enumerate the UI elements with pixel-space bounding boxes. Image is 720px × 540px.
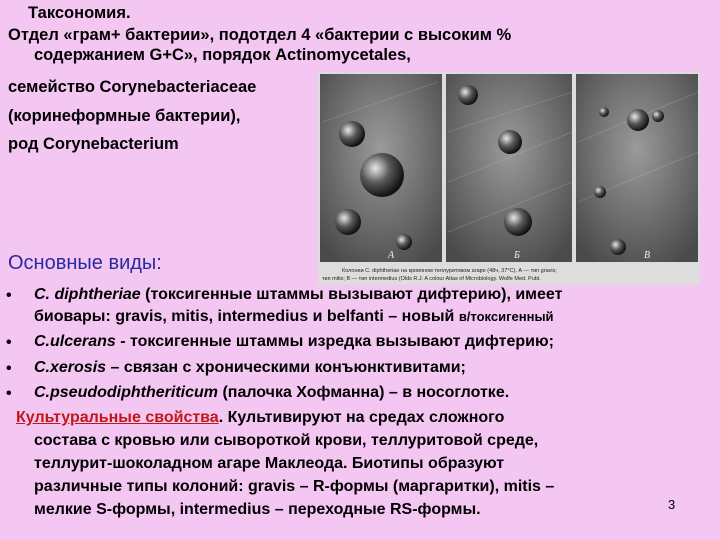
panel-label-c: В	[644, 250, 651, 261]
bullet: •	[6, 385, 12, 402]
cultural-heading: Культуральные свойства	[16, 409, 219, 426]
colony	[504, 208, 532, 236]
species-desc-small: в/токсигенный	[458, 309, 554, 324]
colony	[594, 186, 606, 198]
photo-caption-2: тип mitis; В — тип intermedius (Olds R.J. A colour Atlas of Microbiology. Wolfe Med. Publ.	[322, 276, 541, 282]
taxonomy-line-3: семейство Corynebacteriaceae	[8, 78, 257, 96]
species-desc-cont: биовары: gravis, mitis, intermedius и belfanti – новый	[34, 308, 459, 325]
cultural-line-5: мелкие S-формы, intermedius – переходные RS-формы.	[34, 501, 481, 518]
bullet: •	[6, 287, 12, 304]
species-name: C.pseudodiphtheriticum	[34, 384, 218, 401]
colony	[652, 110, 664, 122]
species-name: C. diphtheriae	[34, 286, 141, 303]
bullet: •	[6, 334, 12, 351]
species-item-2	[34, 331, 554, 353]
colony	[610, 239, 626, 255]
slide-title: Таксономия.	[28, 4, 131, 22]
colony	[335, 209, 361, 235]
species-desc: – связан с хроническими конъюнктивитами;	[106, 359, 466, 376]
species-name: C.ulcerans	[34, 333, 116, 350]
species-desc: (токсигенные штаммы вызывают дифтерию), имеет	[140, 286, 563, 303]
species-item-1	[34, 284, 562, 306]
colony	[458, 85, 478, 105]
taxonomy-line-4: (коринеформные бактерии),	[8, 107, 241, 125]
cultural-line-4: различные типы колоний: gravis – R-формы (маргаритки), mitis –	[34, 478, 555, 495]
colony	[396, 234, 412, 250]
colony	[498, 130, 522, 154]
species-item-1-cont	[34, 306, 554, 328]
panel-label-a: А	[388, 250, 395, 261]
taxonomy-line-2: содержанием G+C», порядок Actinomycetales,	[34, 46, 411, 64]
cultural-line-1	[16, 407, 504, 429]
panel-c	[576, 74, 698, 262]
colony	[339, 121, 365, 147]
colony	[360, 153, 404, 197]
bullet: •	[6, 360, 12, 377]
page-number: 3	[668, 497, 676, 512]
colony	[599, 107, 609, 117]
species-desc: (палочка Хофманна) – в носоглотке.	[218, 384, 510, 401]
species-item-4	[34, 382, 509, 404]
cultural-line-3: теллурит-шоколадном агаре Маклеода. Биотипы образуют	[34, 455, 505, 472]
cultural-line-2: состава с кровью или сывороткой крови, теллуритовой среде,	[34, 432, 539, 449]
species-name: C.xerosis	[34, 359, 107, 376]
colonies-photo	[318, 72, 700, 285]
species-item-3	[34, 357, 466, 379]
taxonomy-line-5: род Corynebacterium	[8, 135, 179, 153]
cultural-text: . Культивируют на средах сложного	[218, 409, 505, 426]
species-desc: - токсигенные штаммы изредка вызывают дифтерию;	[115, 333, 554, 350]
species-heading: Основные виды:	[8, 252, 162, 274]
taxonomy-line-1: Отдел «грам+ бактерии», подотдел 4 «бактерии с высоким %	[8, 26, 512, 44]
panel-label-b: Б	[514, 250, 520, 261]
photo-caption-1: Колонии C. diphtheriae на кровяном теллуритовом агаре (48ч, 37°С). А — тип gravis;	[342, 268, 557, 274]
colony	[627, 109, 649, 131]
